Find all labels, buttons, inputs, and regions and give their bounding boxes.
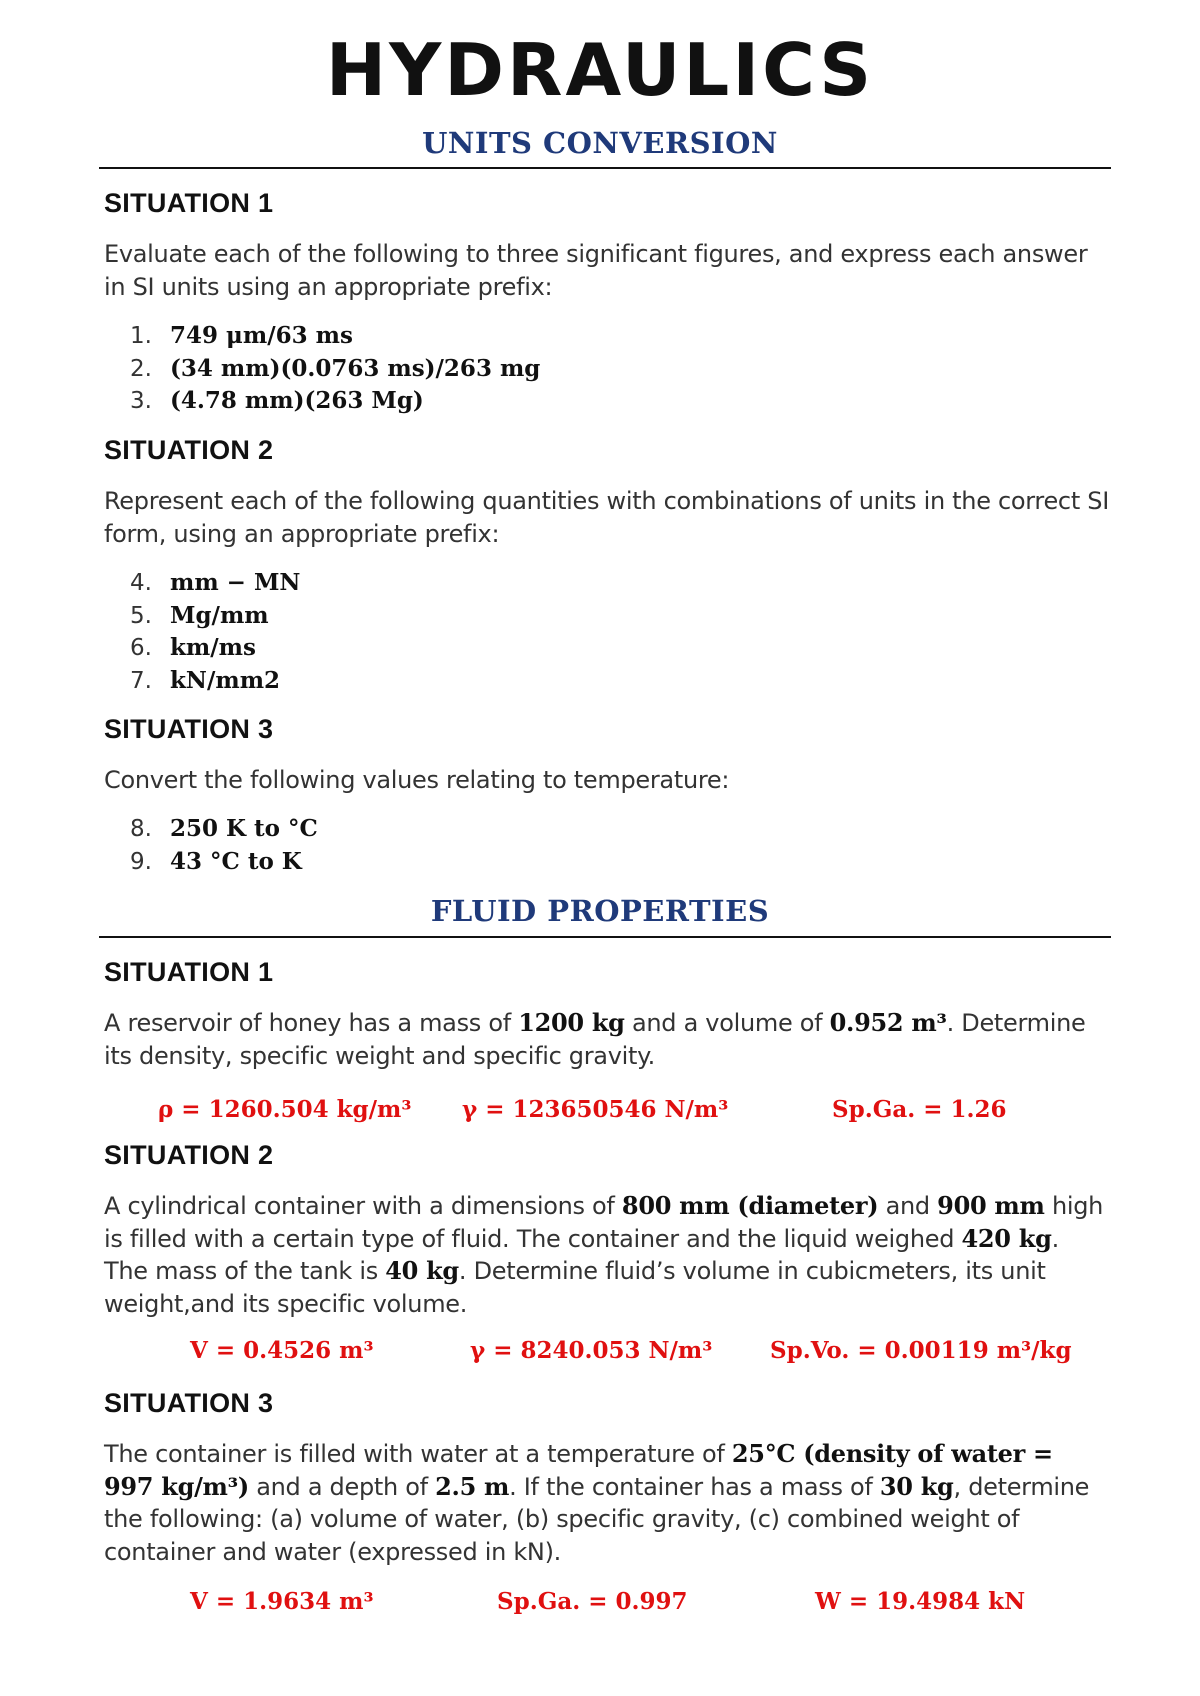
fluid-properties-heading: FLUID PROPERTIES [430, 894, 770, 928]
list-item: 9. 43 °C to K [130, 847, 302, 875]
units-conversion-rule [99, 167, 1111, 169]
fp-s1-specific-gravity-answer: Sp.Ga. = 1.26 [832, 1096, 1007, 1123]
uc-situation-2-label: SITUATION 2 [104, 435, 274, 465]
fp-s1-density-answer: ρ = 1260.504 kg/m³ [158, 1096, 412, 1123]
fp-s2-unit-weight-answer: γ = 8240.053 N/m³ [470, 1337, 713, 1364]
list-item: 1. 749 μm/63 ms [130, 322, 353, 349]
uc-situation-3-text: Convert the following values relating to temperature: [104, 766, 730, 794]
fp-situation-3-label: SITUATION 3 [104, 1388, 274, 1418]
fp-situation-3-text: The container is filled with water at a temperature of 25°C (density of water = 997 kg/m³) and a depth of 2.5 m. If the container has a mass of 30 kg, determine the following: (a) volume of water, (b) specific gravity, (c) combined weight of container and water (expressed in kN). [104, 1439, 1090, 1566]
uc-situation-3-label: SITUATION 3 [104, 714, 274, 744]
list-item: 6. km/ms [130, 634, 256, 661]
fp-situation-2-text: A cylindrical container with a dimensions of 800 mm (diameter) and 900 mm high is filled with a certain type of fluid. The container and the liquid weighed 420 kg. The mass of the tank is 40 kg. Determine fluid’s volume in cubicmeters, its unit weight,and its specific volume. [104, 1191, 1104, 1318]
list-item: 2. (34 mm)(0.0763 ms)/263 mg [130, 354, 541, 382]
list-item: 7. kN/mm2 [130, 666, 281, 694]
uc-situation-2-text: Represent each of the following quantities with combinations of units in the correct SI form, using an appropriate prefix: [104, 487, 1109, 548]
list-item: 5. Mg/mm [130, 601, 269, 629]
fp-s1-unit-weight-answer: γ = 123650546 N/m³ [462, 1096, 729, 1123]
fluid-properties-rule [99, 936, 1111, 938]
uc-situation-1-label: SITUATION 1 [104, 188, 274, 218]
list-item: 8. 250 K to °C [130, 815, 318, 842]
fp-situation-2-label: SITUATION 2 [104, 1140, 274, 1170]
fp-s3-specific-gravity-answer: Sp.Ga. = 0.997 [497, 1588, 688, 1615]
uc-situation-1-text: Evaluate each of the following to three significant figures, and express each answer in SI units using an appropriate prefix: [104, 240, 1088, 301]
fp-situation-1-text: A reservoir of honey has a mass of 1200 kg and a volume of 0.952 m³. Determine its density, specific weight and specific gravity. [104, 1008, 1086, 1070]
uc-situation-1-list [130, 320, 540, 418]
list-item: 3. (4.78 mm)(263 Mg) [130, 387, 424, 414]
list-item: 4. mm − MN [130, 569, 301, 596]
document-title: HYDRAULICS [325, 28, 875, 112]
uc-situation-2-list [130, 567, 300, 697]
fp-s2-volume-answer: V = 0.4526 m³ [190, 1337, 374, 1364]
fp-s2-specific-volume-answer: Sp.Vo. = 0.00119 m³/kg [770, 1337, 1072, 1364]
uc-situation-3-list [130, 813, 318, 878]
fp-situation-1-label: SITUATION 1 [104, 957, 274, 987]
fp-s3-weight-answer: W = 19.4984 kN [815, 1588, 1026, 1615]
units-conversion-heading: UNITS CONVERSION [422, 126, 778, 160]
fp-s3-volume-answer: V = 1.9634 m³ [190, 1588, 374, 1615]
